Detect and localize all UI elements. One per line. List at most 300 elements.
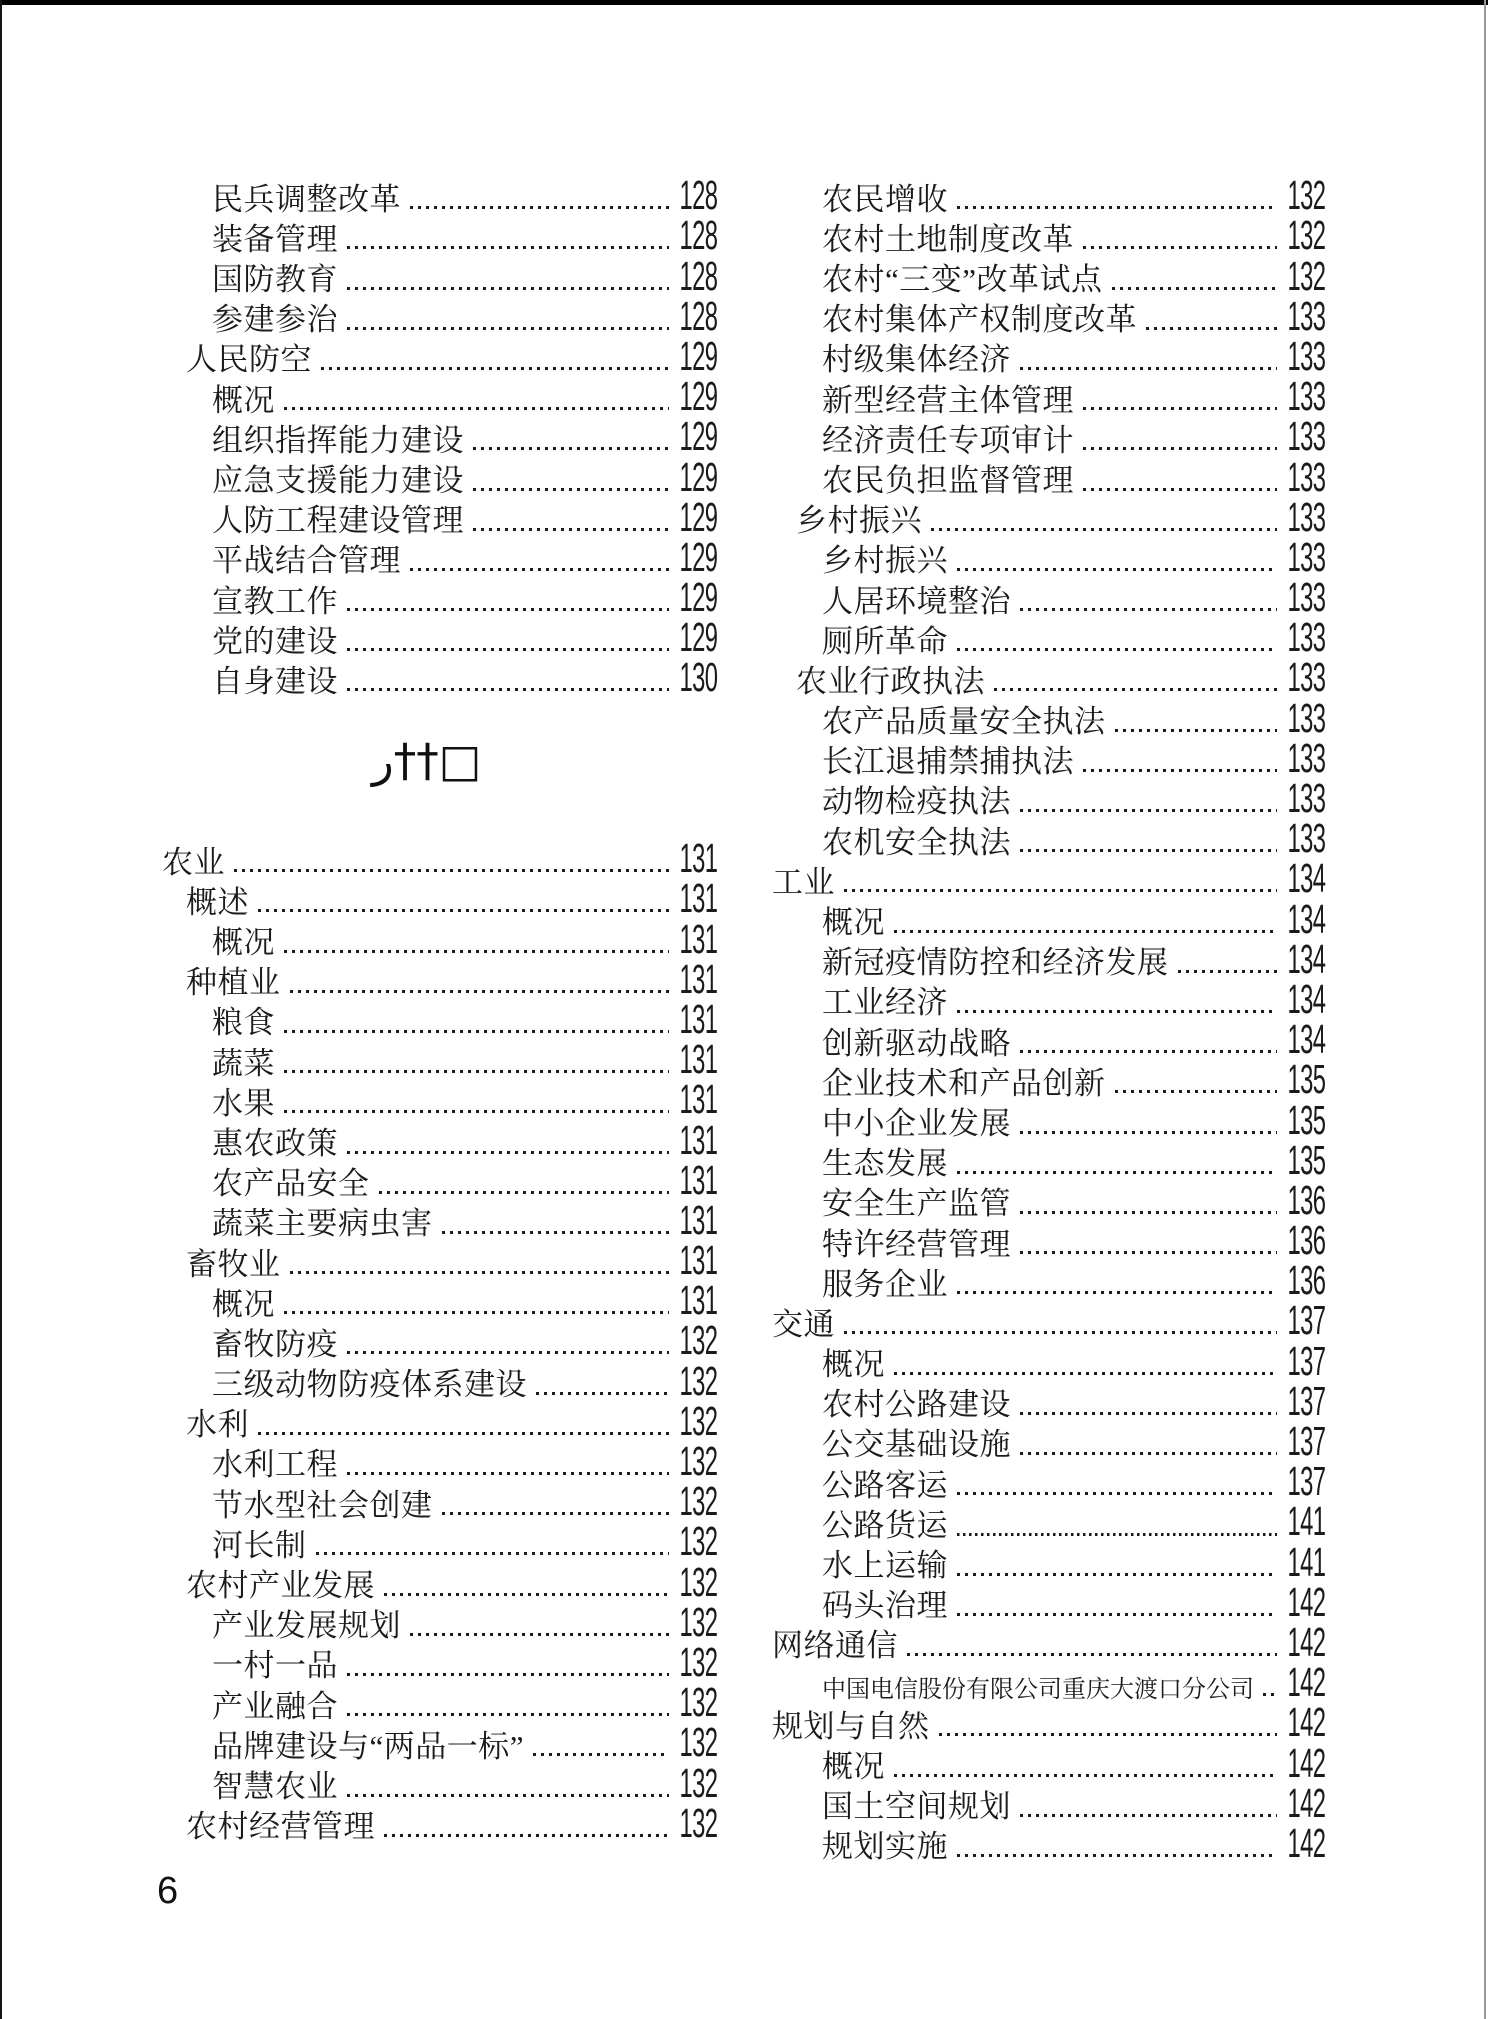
toc-entry bbox=[772, 815, 1325, 862]
toc-entry-page-number: 135 bbox=[1287, 1096, 1325, 1143]
toc-entry bbox=[772, 1458, 1325, 1505]
toc-entry-page-number: 133 bbox=[1287, 775, 1325, 821]
toc-entry-page-number: 129 bbox=[679, 533, 717, 580]
toc-entry-title: 农村“三变”改革试点 bbox=[822, 262, 1103, 298]
dot-leader bbox=[347, 287, 669, 290]
toc-entry-page-number: 131 bbox=[679, 1277, 717, 1324]
dot-leader bbox=[1115, 729, 1277, 732]
toc-entry-title: 农民负担监督管理 bbox=[822, 462, 1074, 498]
toc-entry-title: 人居环境整治 bbox=[822, 583, 1011, 619]
dot-leader bbox=[1083, 407, 1277, 410]
section-heading-garbled-text: ر††□ bbox=[372, 733, 482, 787]
dot-leader bbox=[533, 1753, 669, 1756]
toc-entry bbox=[162, 373, 717, 420]
toc-entry bbox=[772, 855, 1325, 902]
toc-entry-title: 生态发展 bbox=[822, 1146, 948, 1182]
dot-leader bbox=[1020, 367, 1277, 370]
toc-entry bbox=[772, 775, 1325, 821]
toc-entry bbox=[772, 1377, 1325, 1424]
toc-entry-page-number: 131 bbox=[679, 1076, 717, 1123]
toc-entry-title: 公路客运 bbox=[822, 1467, 948, 1503]
toc-entry-page-number: 129 bbox=[679, 614, 717, 661]
dot-leader bbox=[894, 1774, 1277, 1777]
dot-leader bbox=[347, 246, 669, 249]
toc-entry-page-number: 132 bbox=[679, 1638, 717, 1685]
toc-entry bbox=[162, 1558, 717, 1605]
toc-entry-title: 厕所革命 bbox=[822, 623, 948, 659]
toc-entry bbox=[162, 1076, 717, 1123]
dot-leader bbox=[1083, 447, 1277, 450]
toc-entry bbox=[772, 292, 1325, 339]
toc-entry-page-number: 133 bbox=[1287, 654, 1325, 701]
toc-entry bbox=[772, 413, 1325, 460]
toc-entry-title: 乡村振兴 bbox=[796, 503, 922, 539]
toc-entry bbox=[772, 1418, 1325, 1464]
toc-entry-title: 产业发展规划 bbox=[212, 1608, 401, 1644]
toc-entry-title: 种植业 bbox=[186, 965, 281, 1001]
toc-entry-page-number: 133 bbox=[1287, 533, 1325, 580]
toc-entry-page-number: 142 bbox=[1287, 1659, 1325, 1706]
dot-leader bbox=[1020, 849, 1277, 852]
toc-right-column bbox=[772, 172, 1325, 1866]
toc-entry bbox=[162, 1638, 717, 1685]
toc-entry bbox=[772, 332, 1325, 379]
dot-leader bbox=[931, 528, 1277, 531]
toc-entry-page-number: 133 bbox=[1287, 574, 1325, 621]
toc-entry-title: 畜牧业 bbox=[186, 1246, 281, 1282]
toc-entry-title: 宣教工作 bbox=[212, 583, 338, 619]
toc-entry-page-number: 132 bbox=[1287, 172, 1325, 219]
dot-leader bbox=[957, 1291, 1277, 1294]
toc-entry bbox=[772, 935, 1325, 982]
toc-entry-title: 概况 bbox=[212, 382, 275, 418]
toc-entry-page-number: 134 bbox=[1287, 975, 1325, 1022]
dot-leader bbox=[442, 1231, 669, 1234]
toc-entry-page-number: 130 bbox=[679, 654, 717, 701]
toc-entry bbox=[772, 252, 1325, 299]
dot-leader bbox=[284, 1030, 669, 1033]
toc-entry bbox=[162, 1237, 717, 1284]
toc-entry bbox=[162, 1277, 717, 1324]
toc-entry-title: 智慧农业 bbox=[212, 1768, 338, 1804]
dot-leader bbox=[907, 1653, 1277, 1656]
toc-entry-title: 蔬菜 bbox=[212, 1045, 275, 1081]
toc-entry-page-number: 133 bbox=[1287, 373, 1325, 420]
toc-entry-title: 农村土地制度改革 bbox=[822, 221, 1074, 257]
toc-entry-page-number: 131 bbox=[679, 995, 717, 1042]
dot-leader bbox=[284, 407, 669, 410]
toc-entry-title: 规划实施 bbox=[822, 1829, 948, 1865]
toc-entry-title: 人民防空 bbox=[186, 342, 312, 378]
toc-entry-title: 中小企业发展 bbox=[822, 1105, 1011, 1141]
toc-entry-title: 农业行政执法 bbox=[796, 663, 985, 699]
toc-entry-title: 概况 bbox=[822, 1347, 885, 1383]
toc-entry-page-number: 132 bbox=[679, 1317, 717, 1364]
toc-entry-title: 品牌建设与“两品一标” bbox=[212, 1728, 525, 1764]
toc-entry-title: 一村一品 bbox=[212, 1648, 338, 1684]
toc-entry bbox=[772, 1136, 1325, 1183]
toc-entry bbox=[772, 1739, 1325, 1786]
dot-leader bbox=[473, 528, 669, 531]
toc-entry bbox=[162, 654, 717, 701]
toc-entry bbox=[162, 1438, 717, 1484]
toc-entry-title: 水上运输 bbox=[822, 1548, 948, 1584]
toc-entry bbox=[772, 1016, 1325, 1063]
dot-leader bbox=[957, 206, 1277, 209]
dot-leader bbox=[1020, 1412, 1277, 1415]
toc-entry-title: 村级集体经济 bbox=[822, 342, 1011, 378]
toc-entry-page-number: 136 bbox=[1287, 1257, 1325, 1304]
toc-entry bbox=[162, 453, 717, 500]
dot-leader bbox=[1020, 1131, 1277, 1134]
toc-entry bbox=[772, 1578, 1325, 1625]
toc-entry bbox=[772, 533, 1325, 580]
dot-leader bbox=[384, 1593, 669, 1596]
toc-entry-title: 交通 bbox=[772, 1306, 835, 1342]
toc-entry bbox=[772, 1337, 1325, 1384]
dot-leader bbox=[347, 327, 669, 330]
toc-entry-page-number: 142 bbox=[1287, 1779, 1325, 1826]
toc-entry bbox=[162, 1598, 717, 1645]
dot-leader bbox=[284, 1110, 669, 1113]
toc-entry-page-number: 132 bbox=[679, 1397, 717, 1444]
toc-entry-page-number: 137 bbox=[1287, 1297, 1325, 1344]
toc-entry-page-number: 133 bbox=[1287, 694, 1325, 741]
toc-entry-page-number: 141 bbox=[1287, 1498, 1325, 1545]
toc-entry-title: 自身建设 bbox=[212, 663, 338, 699]
toc-entry-page-number: 137 bbox=[1287, 1377, 1325, 1424]
toc-entry-page-number: 128 bbox=[679, 292, 717, 339]
toc-entry-title: 产业融合 bbox=[212, 1688, 338, 1724]
toc-entry bbox=[162, 1799, 717, 1846]
toc-entry-page-number: 132 bbox=[679, 1759, 717, 1806]
dot-leader bbox=[384, 1834, 669, 1837]
toc-entry-page-number: 129 bbox=[679, 373, 717, 420]
toc-entry bbox=[162, 172, 717, 219]
toc-entry-title: 概况 bbox=[822, 905, 885, 941]
toc-entry-page-number: 131 bbox=[679, 1036, 717, 1083]
toc-entry-page-number: 131 bbox=[679, 915, 717, 962]
toc-entry-page-number: 131 bbox=[679, 955, 717, 1002]
toc-entry-page-number: 131 bbox=[679, 1237, 717, 1284]
dot-leader bbox=[410, 568, 669, 571]
dot-leader bbox=[844, 889, 1277, 892]
toc-entry-title: 应急支援能力建设 bbox=[212, 462, 464, 498]
toc-entry-page-number: 131 bbox=[679, 875, 717, 922]
toc-entry-title: 水利 bbox=[186, 1407, 249, 1443]
toc-entry-page-number: 141 bbox=[1287, 1538, 1325, 1585]
toc-entry-page-number: 132 bbox=[1287, 252, 1325, 299]
toc-entry-page-number: 132 bbox=[679, 1719, 717, 1766]
dot-leader bbox=[957, 1854, 1277, 1857]
toc-entry-title: 特许经营管理 bbox=[822, 1226, 1011, 1262]
toc-entry bbox=[162, 835, 717, 882]
dot-leader bbox=[321, 367, 669, 370]
toc-entry-title: 概况 bbox=[212, 1286, 275, 1322]
toc-entry bbox=[162, 915, 717, 962]
dot-leader bbox=[234, 869, 669, 872]
toc-entry bbox=[772, 1056, 1325, 1103]
toc-entry-title: 安全生产监管 bbox=[822, 1186, 1011, 1222]
dot-leader bbox=[957, 1573, 1277, 1576]
toc-entry-title: 平战结合管理 bbox=[212, 543, 401, 579]
toc-entry bbox=[162, 533, 717, 580]
toc-entry bbox=[772, 453, 1325, 500]
toc-entry-title: 乡村振兴 bbox=[822, 543, 948, 579]
toc-entry-page-number: 132 bbox=[679, 1679, 717, 1726]
toc-entry bbox=[772, 694, 1325, 741]
toc-entry-title: 粮食 bbox=[212, 1005, 275, 1041]
toc-entry-title: 工业 bbox=[772, 864, 835, 900]
toc-entry-title: 水果 bbox=[212, 1085, 275, 1121]
dot-leader bbox=[284, 950, 669, 953]
dot-leader bbox=[410, 206, 669, 209]
toc-entry-page-number: 135 bbox=[1287, 1056, 1325, 1103]
dot-leader bbox=[410, 1633, 669, 1636]
dot-leader bbox=[290, 1271, 669, 1274]
dot-leader bbox=[957, 1533, 1277, 1536]
dot-leader bbox=[1083, 246, 1277, 249]
toc-entry-page-number: 128 bbox=[679, 212, 717, 259]
toc-entry-title: 公路货运 bbox=[822, 1507, 948, 1543]
dot-leader bbox=[316, 1552, 669, 1555]
dot-leader bbox=[473, 447, 669, 450]
dot-leader bbox=[1263, 1693, 1277, 1696]
toc-entry-title: 农机安全执法 bbox=[822, 824, 1011, 860]
toc-entry-page-number: 142 bbox=[1287, 1819, 1325, 1866]
dot-leader bbox=[347, 1673, 669, 1676]
toc-entry-page-number: 133 bbox=[1287, 614, 1325, 661]
dot-leader bbox=[284, 1311, 669, 1314]
toc-entry-title: 惠农政策 bbox=[212, 1125, 338, 1161]
toc-entry bbox=[162, 574, 717, 621]
toc-entry-page-number: 129 bbox=[679, 493, 717, 540]
dot-leader bbox=[347, 608, 669, 611]
toc-entry bbox=[772, 734, 1325, 781]
toc-entry bbox=[162, 1518, 717, 1565]
toc-entry-title: 新冠疫情防控和经济发展 bbox=[822, 945, 1169, 981]
dot-leader bbox=[442, 1512, 669, 1515]
dot-leader bbox=[347, 688, 669, 691]
dot-leader bbox=[379, 1191, 669, 1194]
toc-entry bbox=[772, 895, 1325, 942]
dot-leader bbox=[1083, 769, 1277, 772]
toc-entry-page-number: 132 bbox=[679, 1438, 717, 1484]
dot-leader bbox=[1115, 1090, 1277, 1093]
toc-entry bbox=[772, 1217, 1325, 1264]
toc-entry-title: 装备管理 bbox=[212, 221, 338, 257]
toc-entry-title: 国防教育 bbox=[212, 262, 338, 298]
toc-left-column-upper bbox=[162, 172, 717, 701]
toc-entry-page-number: 133 bbox=[1287, 453, 1325, 500]
toc-entry-title: 概况 bbox=[212, 925, 275, 961]
toc-entry-title: 动物检疫执法 bbox=[822, 784, 1011, 820]
dot-leader bbox=[1020, 1050, 1277, 1053]
toc-entry bbox=[162, 1317, 717, 1364]
page-number: 6 bbox=[157, 1870, 179, 1912]
dot-leader bbox=[1020, 1251, 1277, 1254]
toc-entry bbox=[772, 1176, 1325, 1223]
toc-entry bbox=[162, 1357, 717, 1404]
toc-entry bbox=[772, 373, 1325, 420]
toc-entry-title: 组织指挥能力建设 bbox=[212, 422, 464, 458]
toc-entry bbox=[162, 1679, 717, 1726]
toc-entry bbox=[162, 1196, 717, 1243]
dot-leader bbox=[994, 688, 1277, 691]
toc-entry-page-number: 134 bbox=[1287, 1016, 1325, 1063]
toc-entry-page-number: 134 bbox=[1287, 855, 1325, 902]
toc-entry-title: 长江退捕禁捕执法 bbox=[822, 744, 1074, 780]
toc-entry-title: 畜牧防疫 bbox=[212, 1326, 338, 1362]
dot-leader bbox=[284, 1070, 669, 1073]
section-heading bbox=[162, 700, 717, 820]
toc-entry-title: 河长制 bbox=[212, 1527, 307, 1563]
toc-entry-page-number: 142 bbox=[1287, 1739, 1325, 1786]
toc-entry bbox=[162, 1156, 717, 1203]
toc-entry-page-number: 131 bbox=[679, 1196, 717, 1243]
page-right-edge bbox=[1484, 0, 1486, 2019]
toc-entry-title: 概述 bbox=[186, 884, 249, 920]
toc-entry-title: 节水型社会创建 bbox=[212, 1487, 433, 1523]
toc-entry-page-number: 137 bbox=[1287, 1458, 1325, 1505]
toc-entry-page-number: 133 bbox=[1287, 815, 1325, 862]
toc-entry-page-number: 137 bbox=[1287, 1337, 1325, 1384]
dot-leader bbox=[957, 1171, 1277, 1174]
toc-entry-title: 工业经济 bbox=[822, 985, 948, 1021]
toc-entry-page-number: 142 bbox=[1287, 1699, 1325, 1746]
toc-entry bbox=[772, 574, 1325, 621]
dot-leader bbox=[536, 1392, 669, 1395]
toc-entry-page-number: 129 bbox=[679, 574, 717, 621]
dot-leader bbox=[844, 1331, 1277, 1334]
toc-entry-page-number: 131 bbox=[679, 1156, 717, 1203]
toc-entry-page-number: 129 bbox=[679, 453, 717, 500]
toc-entry-title: 人防工程建设管理 bbox=[212, 503, 464, 539]
toc-entry-title: 党的建设 bbox=[212, 623, 338, 659]
toc-entry-page-number: 137 bbox=[1287, 1418, 1325, 1464]
dot-leader bbox=[1178, 970, 1277, 973]
dot-leader bbox=[957, 568, 1277, 571]
toc-entry-title: 农村产业发展 bbox=[186, 1568, 375, 1604]
toc-entry bbox=[162, 1759, 717, 1806]
dot-leader bbox=[347, 1151, 669, 1154]
toc-entry bbox=[162, 1036, 717, 1083]
toc-entry-title: 服务企业 bbox=[822, 1266, 948, 1302]
toc-entry-page-number: 136 bbox=[1287, 1176, 1325, 1223]
toc-entry-title: 三级动物防疫体系建设 bbox=[212, 1367, 527, 1403]
page-left-edge bbox=[0, 0, 2, 2019]
toc-entry-page-number: 129 bbox=[679, 332, 717, 379]
toc-entry-page-number: 129 bbox=[679, 413, 717, 460]
toc-entry-page-number: 133 bbox=[1287, 413, 1325, 460]
toc-entry bbox=[772, 1096, 1325, 1143]
toc-entry bbox=[772, 975, 1325, 1022]
toc-entry-title: 创新驱动战略 bbox=[822, 1025, 1011, 1061]
toc-entry-title: 企业技术和产品创新 bbox=[822, 1065, 1106, 1101]
dot-leader bbox=[957, 648, 1277, 651]
page-top-edge bbox=[0, 0, 1488, 5]
toc-entry bbox=[772, 1659, 1325, 1706]
toc-entry bbox=[162, 252, 717, 299]
dot-leader bbox=[957, 1492, 1277, 1495]
toc-entry bbox=[162, 1116, 717, 1163]
toc-entry bbox=[772, 1618, 1325, 1665]
toc-entry-title: 网络通信 bbox=[772, 1628, 898, 1664]
toc-entry-title: 农村公路建设 bbox=[822, 1387, 1011, 1423]
toc-entry bbox=[772, 1699, 1325, 1746]
toc-entry-title: 公交基础设施 bbox=[822, 1427, 1011, 1463]
toc-entry bbox=[162, 1478, 717, 1525]
toc-entry bbox=[162, 212, 717, 259]
dot-leader bbox=[1020, 1211, 1277, 1214]
toc-entry bbox=[772, 654, 1325, 701]
toc-entry-title: 概况 bbox=[822, 1748, 885, 1784]
toc-entry bbox=[162, 1719, 717, 1766]
toc-entry bbox=[162, 413, 717, 460]
dot-leader bbox=[347, 648, 669, 651]
toc-entry-page-number: 132 bbox=[679, 1799, 717, 1846]
toc-entry-title: 经济责任专项审计 bbox=[822, 422, 1074, 458]
dot-leader bbox=[1020, 809, 1277, 812]
toc-entry-page-number: 134 bbox=[1287, 895, 1325, 942]
toc-entry bbox=[772, 1779, 1325, 1826]
toc-entry-title: 农村经营管理 bbox=[186, 1809, 375, 1845]
dot-leader bbox=[347, 1472, 669, 1475]
dot-leader bbox=[894, 1372, 1277, 1375]
toc-entry bbox=[772, 1538, 1325, 1585]
toc-entry-page-number: 128 bbox=[679, 172, 717, 219]
toc-entry bbox=[772, 614, 1325, 661]
dot-leader bbox=[939, 1733, 1277, 1736]
dot-leader bbox=[473, 488, 669, 491]
toc-entry bbox=[772, 1297, 1325, 1344]
toc-entry-title: 国土空间规划 bbox=[822, 1789, 1011, 1825]
dot-leader bbox=[258, 909, 669, 912]
toc-entry bbox=[772, 212, 1325, 259]
dot-leader bbox=[1020, 608, 1277, 611]
dot-leader bbox=[347, 1794, 669, 1797]
toc-entry-page-number: 133 bbox=[1287, 292, 1325, 339]
toc-entry-title: 水利工程 bbox=[212, 1447, 338, 1483]
toc-entry-title: 蔬菜主要病虫害 bbox=[212, 1206, 433, 1242]
toc-entry-title: 规划与自然 bbox=[772, 1708, 930, 1744]
toc-entry-page-number: 142 bbox=[1287, 1578, 1325, 1625]
toc-entry-page-number: 134 bbox=[1287, 935, 1325, 982]
toc-entry bbox=[162, 332, 717, 379]
dot-leader bbox=[1083, 488, 1277, 491]
toc-entry-page-number: 132 bbox=[1287, 212, 1325, 259]
toc-entry bbox=[162, 875, 717, 922]
toc-entry-page-number: 142 bbox=[1287, 1618, 1325, 1665]
toc-entry-page-number: 128 bbox=[679, 252, 717, 299]
dot-leader bbox=[1020, 1452, 1277, 1455]
dot-leader bbox=[258, 1432, 669, 1435]
toc-entry bbox=[772, 493, 1325, 540]
dot-leader bbox=[1020, 1814, 1277, 1817]
toc-entry-title: 农村集体产权制度改革 bbox=[822, 302, 1137, 338]
toc-entry bbox=[772, 172, 1325, 219]
toc-entry bbox=[772, 1819, 1325, 1866]
dot-leader bbox=[894, 930, 1277, 933]
toc-entry-page-number: 132 bbox=[679, 1598, 717, 1645]
toc-entry-title: 农民增收 bbox=[822, 181, 948, 217]
toc-entry-page-number: 135 bbox=[1287, 1136, 1325, 1183]
toc-entry-title: 码头治理 bbox=[822, 1588, 948, 1624]
toc-entry-page-number: 133 bbox=[1287, 493, 1325, 540]
toc-entry-page-number: 132 bbox=[679, 1558, 717, 1605]
toc-entry bbox=[162, 292, 717, 339]
toc-entry-title: 农产品安全 bbox=[212, 1166, 370, 1202]
